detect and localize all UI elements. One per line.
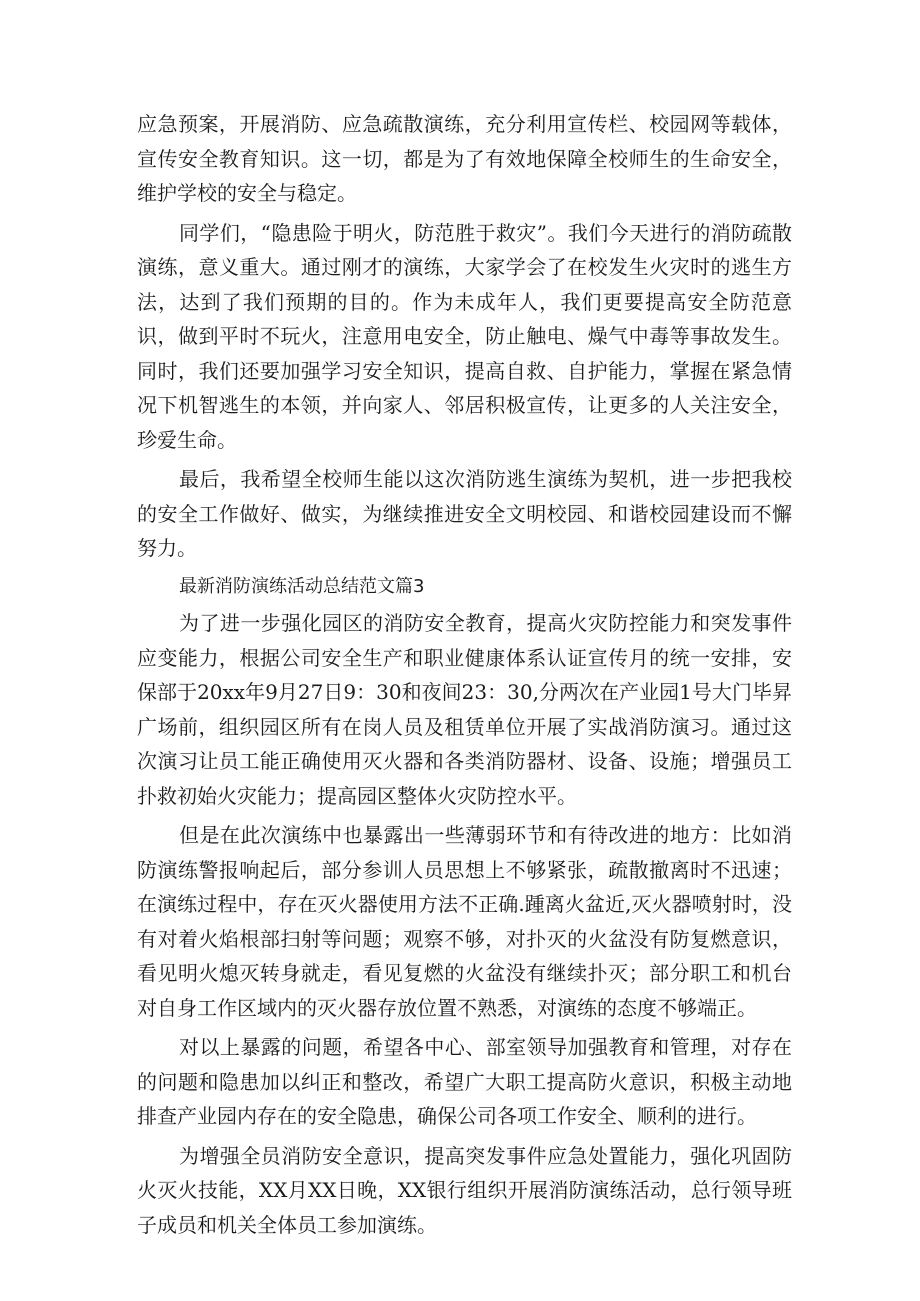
paragraph-improvements: 对以上暴露的问题，希望各中心、部室领导加强教育和管理，对存在的问题和隐患加以纠正和整改，希望广大职工提高防火意识，积极主动地排查产业园内存在的安全隐患，确保公司各项工作安全、顺利的进行。: [137, 1035, 792, 1128]
paragraph-bank-drill: 为增强全员消防安全意识，提高突发事件应急处置能力，强化巩固防火灭火技能，XX月XX日晚，XX银行组织开展消防演练活动，总行领导班子成员和机关全体员工参加演练。: [137, 1143, 792, 1237]
paragraph-closing-wish: 最后，我希望全校师生能以这次消防逃生演练为契机，进一步把我校的安全工作做好、做实，为继续推进安全文明校园、和谐校园建设而不懈努力。: [137, 467, 792, 560]
paragraph-safety-measures: 应急预案，开展消防、应急疏散演练，充分利用宣传栏、校园网等载体，宣传安全教育知识。这一切，都是为了有效地保障全校师生的生命安全，维护学校的安全与稳定。: [137, 112, 792, 205]
paragraph-drill-significance: 同学们，“隐患险于明火，防范胜于救灾”。我们今天进行的消防疏散演练，意义重大。通过刚才的演练，大家学会了在校发生火灾时的逃生方法，达到了我们预期的目的。作为未成年人，我们更要提高安全防范意识，做到平时不玩火，注意用电安全，防止触电、燥气中毒等事故发生。同时，我们还要加强学习安全知识，提高自救、自护能力，掌握在紧急情况下机智逃生的本领，并向家人、邻居积极宣传，让更多的人关注安全，珍爱生命。: [137, 220, 792, 452]
document-body: [137, 107, 792, 1242]
paragraph-park-drill: 为了进一步强化园区的消防安全教育，提高火灾防控能力和突发事件应变能力，根据公司安全生产和职业健康体系认证宣传月的统一安排，安保部于20xx年9月27日9：30和夜间23：30,分两次在产业园1号大门毕昇广场前，组织园区所有在岗人员及租赁单位开展了实战消防演习。通过这次演习让员工能正确使用灭火器和各类消防器材、设备、设施；增强员工扑救初始火灾能力；提高园区整体火灾防控水平。: [137, 611, 792, 808]
paragraph-weaknesses: 但是在此次演练中也暴露出一些薄弱环节和有待改进的地方：比如消防演练警报响起后，部分参训人员思想上不够紧张，疏散撤离时不迅速；在演练过程中，存在灭火器使用方法不正确.踵离火盆近,灭火器喷射时，没有对着火焰根部扫射等问题；观察不够，对扑灭的火盆没有防复燃意识，看见明火熄灭转身就走，看见复燃的火盆没有继续扑灭；部分职工和机台对自身工作区域内的灭火器存放位置不熟悉，对演练的态度不够端正。: [137, 823, 792, 1020]
section-heading: 最新消防演练活动总结范文篇3: [179, 575, 425, 597]
